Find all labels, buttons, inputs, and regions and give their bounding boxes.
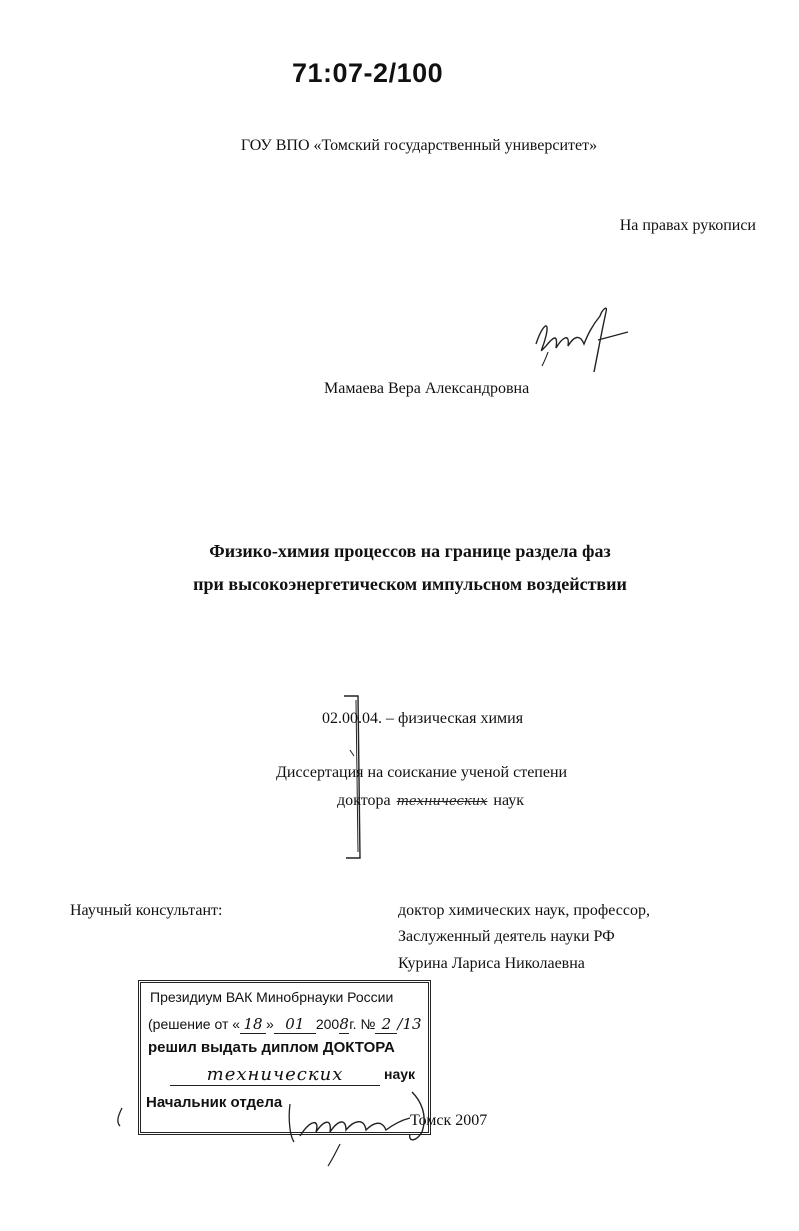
city-year: Томск 2007 — [410, 1112, 488, 1129]
stamp-decision-number-suffix: /13 — [397, 1015, 422, 1033]
stamp-science-word: наук — [384, 1066, 416, 1082]
thesis-title-line-2: при высокоэнергетическом импульсном воздействии — [193, 574, 627, 594]
stamp-organization: Президиум ВАК Минобрнауки России — [150, 989, 394, 1005]
author-signature — [528, 296, 636, 376]
consultant-honor: Заслуженный деятель науки РФ — [398, 928, 615, 945]
stamp-head-label: Начальник отдела — [146, 1094, 283, 1111]
stamp-decision-mid: » — [266, 1016, 274, 1032]
stamp-decision-year-prefix: 200 — [315, 1016, 340, 1032]
stamp-decision-year-suffix: 8 — [339, 1015, 349, 1033]
stamp-decision-prefix: (решение от « — [148, 1016, 241, 1032]
author-name: Мамаева Вера Александровна — [324, 380, 530, 397]
degree-line-1: Диссертация на соискание ученой степени — [276, 764, 568, 781]
catalog-number: 71:07-2/100 — [292, 58, 444, 88]
degree-line-2 — [337, 792, 524, 810]
consultant-label: Научный консультант: — [70, 902, 223, 919]
consultant-name: Курина Лариса Николаевна — [398, 955, 585, 972]
stamp-decision-month: 01 — [274, 1015, 316, 1034]
degree-handwritten-field: технических — [396, 794, 488, 809]
degree-sciences-word: наук — [493, 792, 525, 809]
stamp-science-field: технических — [170, 1064, 380, 1086]
stamp-decision-day: 18 — [240, 1015, 266, 1034]
stamp-signature — [110, 1080, 450, 1170]
degree-doctor-word: доктора — [337, 792, 391, 809]
rights-note: На правах рукописи — [619, 217, 756, 234]
specialty-code: 02.00.04. – физическая химия — [322, 710, 524, 727]
thesis-title-line-1: Физико-химия процессов на границе раздела фаз — [209, 541, 611, 561]
stamp-award-line: решил выдать диплом ДОКТОРА — [148, 1039, 395, 1056]
stamp-decision-line — [148, 1015, 422, 1034]
consultant-title: доктор химических наук, профессор, — [398, 902, 650, 919]
institution-name: ГОУ ВПО «Томский государственный университет» — [240, 137, 598, 154]
stamp-decision-year-end: г. № — [349, 1016, 376, 1032]
stamp-decision-number: 2 — [375, 1015, 397, 1034]
